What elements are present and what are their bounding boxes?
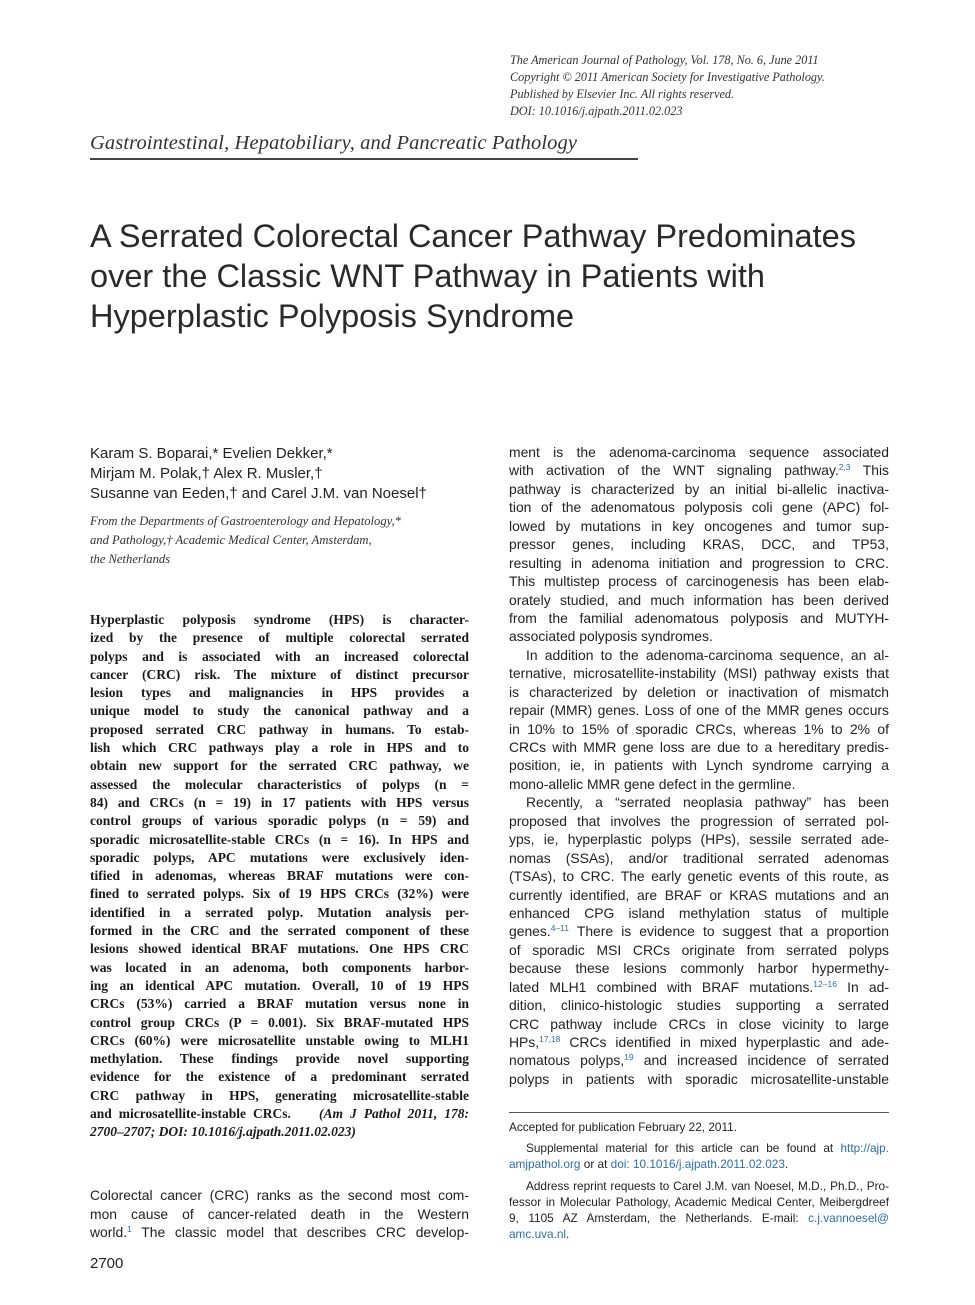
body-line xyxy=(90,1223,469,1242)
abstract-line: cancer (CRC) risk. The mixture of distinct precursor xyxy=(90,666,469,682)
body-line xyxy=(509,1051,889,1069)
abstract-line: was located in an adenoma, both components harbor- xyxy=(90,959,469,975)
citation-ref[interactable]: 4–11 xyxy=(550,923,569,934)
body-text: In ad- xyxy=(836,978,889,995)
body-text: with activation of the WNT signaling pathway. xyxy=(509,462,839,479)
author-line: Susanne van Eeden,† and Carel J.M. van Noesel† xyxy=(90,485,427,502)
supplemental-text: Supplemental material for this article can be found at xyxy=(526,1141,834,1156)
article-title xyxy=(90,216,910,336)
citation-ref[interactable]: 1 xyxy=(127,1224,132,1235)
email-link[interactable]: c.j.vannoesel@ xyxy=(808,1210,889,1225)
abstract-line: polyps and is associated with an increased colorectal xyxy=(90,648,469,664)
journal-doi: DOI: 10.1016/j.ajpath.2011.02.023 xyxy=(510,104,683,118)
supplemental-note xyxy=(509,1156,889,1172)
body-text: world. xyxy=(90,1224,128,1241)
citation-ref[interactable]: 2,3 xyxy=(838,462,851,473)
body-text: The classic model that describes CRC develop- xyxy=(131,1224,469,1241)
body-line: tion of the adenomatous polyposis coli gene (APC) fol- xyxy=(509,499,889,516)
body-line: CRCs with MMR gene loss are due to a hereditary predis- xyxy=(509,739,889,755)
body-text: genes. xyxy=(509,923,551,940)
reprint-note: fessor in Molecular Pathology, Academic Medical Center, Meibergdreef xyxy=(509,1194,889,1209)
body-line: of sporadic MSI CRCs originate from serrated polyps xyxy=(509,941,889,958)
body-line: associated polyposis syndromes. xyxy=(509,628,713,645)
journal-publisher: Published by Elsevier Inc. All rights reserved. xyxy=(510,87,735,101)
intro-text-left xyxy=(90,1186,469,1242)
body-line: (TSAs), to CRC. The early genetic events of this route, as xyxy=(509,868,889,885)
abstract-line: ized by the presence of multiple colorectal serrated xyxy=(90,630,469,646)
body-line: pressor genes, including KRAS, DCC, and TP53, xyxy=(509,536,889,553)
author-list xyxy=(90,444,490,504)
reprint-text: 9, 1105 AZ Amsterdam, the Netherlands. E-mail: xyxy=(509,1210,799,1225)
abstract-line: 2700–2707; DOI: 10.1016/j.ajpath.2011.02.023) xyxy=(90,1124,356,1140)
abstract-line: evidence for the existence of a predominant serrated xyxy=(90,1069,469,1085)
abstract-line xyxy=(90,1105,469,1123)
accepted-date: Accepted for publication February 22, 2011. xyxy=(509,1120,737,1134)
abstract-line: assessed the molecular characteristics of polyps (n = xyxy=(90,776,469,792)
title-line: A Serrated Colorectal Cancer Pathway Predominates xyxy=(90,218,856,254)
body-line: Colorectal cancer (CRC) ranks as the second most com- xyxy=(90,1187,469,1203)
abstract-line: lesion types and malignancies in HPS provides a xyxy=(90,685,469,701)
abstract-line: identified in a serrated polyp. Mutation analysis per- xyxy=(90,904,469,920)
affiliation-line: the Netherlands xyxy=(90,552,171,566)
journal-copyright: Copyright © 2011 American Society for Investigative Pathology. xyxy=(510,70,825,84)
supplemental-text: or at xyxy=(580,1157,611,1172)
body-text: HPs, xyxy=(509,1034,540,1050)
abstract-line: unique model to study the canonical pathway and a xyxy=(90,703,469,719)
abstract-line: sporadic microsatellite-stable CRCs (n = 16). In HPS and xyxy=(90,831,469,847)
abstract-line: methylation. These findings provide novel supporting xyxy=(90,1051,469,1067)
abstract xyxy=(90,611,469,1142)
supplemental-link[interactable]: http://ajp. xyxy=(840,1141,890,1156)
title-line: Hyperplastic Polyposis Syndrome xyxy=(90,298,575,334)
body-line: is characterized by deletion or inactivation of mismatch xyxy=(509,683,889,700)
body-line: lowed by mutations in key oncogenes and tumor sup- xyxy=(509,517,889,534)
body-line: yps, ie, hyperplastic polyps (HPs), sessile serrated ade- xyxy=(509,831,889,848)
body-line: enhanced CPG island methylation status of multiple xyxy=(509,904,889,921)
body-line: polyps in patients with sporadic microsatellite-unstable xyxy=(509,1070,889,1087)
journal-citation: The American Journal of Pathology, Vol. 178, No. 6, June 2011 xyxy=(510,53,819,67)
reprint-note: Address reprint requests to Carel J.M. van Noesel, M.D., Ph.D., Pro- xyxy=(526,1178,889,1193)
abstract-line: fined to serrated polyps. Six of 19 HPS CRCs (32%) were xyxy=(90,886,469,902)
intro-text-right xyxy=(509,443,889,1088)
citation-ref[interactable]: 17,18 xyxy=(539,1034,561,1044)
body-line: from the familial adenomatous polyposis and MUTYH- xyxy=(509,609,889,626)
body-line: resulting in adenoma initiation and progression to CRC. xyxy=(509,554,889,571)
body-line: mon cause of cancer-related death in the Western xyxy=(90,1205,469,1222)
body-line: nomas (SSAs), and/or traditional serrated adenomas xyxy=(509,849,889,866)
body-text: This xyxy=(850,462,889,479)
abstract-line: 84) and CRCs (n = 19) in 17 patients with HPS versus xyxy=(90,794,469,810)
abstract-line: lish which CRC pathways play a role in HPS and to xyxy=(90,740,469,756)
affiliation-line: and Pathology,† Academic Medical Center, Amsterdam, xyxy=(90,533,372,547)
body-line: pathway is characterized by an initial bi-allelic inactiva- xyxy=(509,480,889,497)
doi-link[interactable]: doi: 10.1016/j.ajpath.2011.02.023 xyxy=(610,1157,785,1172)
body-line: mono-allelic MMR gene defect in the germline. xyxy=(509,775,796,792)
journal-header xyxy=(510,52,910,120)
email-link[interactable]: amc.uva.nl xyxy=(509,1227,567,1242)
supplemental-link[interactable]: amjpathol.org xyxy=(509,1157,581,1172)
body-text: and increased incidence of serrated xyxy=(633,1052,890,1069)
body-line: proposed that involves the progression of serrated pol- xyxy=(509,812,889,829)
author-line: Mirjam M. Polak,† Alex R. Musler,† xyxy=(90,465,323,482)
body-line: currently identified, are BRAF or KRAS mutations and an xyxy=(509,886,889,903)
citation-ref[interactable]: 12–16 xyxy=(813,978,837,989)
body-line: dition, clinico-histologic studies supporting a serrated xyxy=(509,997,889,1014)
abstract-line: CRCs (60%) were microsatellite unstable owing to MLH1 xyxy=(90,1032,469,1048)
body-line xyxy=(509,922,889,940)
supplemental-note xyxy=(509,1140,889,1156)
body-line: in 10% to 15% of sporadic CRCs, whereas 1% to 2% of xyxy=(509,720,889,737)
abstract-line: ing an identical APC mutation. Overall, 10 of 19 HPS xyxy=(90,977,469,993)
footnote-divider xyxy=(509,1112,889,1113)
body-line xyxy=(509,1033,889,1051)
abstract-line: obtain new support for the serrated CRC pathway, we xyxy=(90,758,469,774)
body-line xyxy=(509,978,889,996)
body-line: ternative, microsatellite-instability (MSI) pathway exists that xyxy=(509,665,889,682)
abstract-line: control group CRCs (P = 0.001). Six BRAF-mutated HPS xyxy=(90,1014,469,1030)
body-line: orately studied, and much information has been derived xyxy=(509,591,889,608)
body-text: nomatous polyps, xyxy=(509,1052,625,1069)
abstract-line: lesions showed identical BRAF mutations. One HPS CRC xyxy=(90,941,469,957)
body-line: CRC pathway include CRCs in close vicinity to large xyxy=(509,1015,889,1032)
body-line: repair (MMR) genes. Loss of one of the MMR genes occurs xyxy=(509,702,889,719)
abstract-line: Hyperplastic polyposis syndrome (HPS) is character- xyxy=(90,612,469,627)
abstract-line: sporadic polyps, APC mutations were exclusively iden- xyxy=(90,849,469,865)
supplemental-text: . xyxy=(784,1157,789,1172)
author-line: Karam S. Boparai,* Evelien Dekker,* xyxy=(90,445,333,462)
body-line: In addition to the adenoma-carcinoma sequence, an al- xyxy=(526,646,889,663)
reprint-text: . xyxy=(566,1227,570,1242)
reprint-note xyxy=(509,1226,889,1242)
body-line xyxy=(509,461,889,479)
section-heading: Gastrointestinal, Hepatobiliary, and Pancreatic Pathology xyxy=(90,132,638,160)
abstract-line: control groups of various sporadic polyps (n = 59) and xyxy=(90,813,469,829)
footnotes xyxy=(509,1119,889,1242)
title-line: over the Classic WNT Pathway in Patients with xyxy=(90,258,765,294)
abstract-line: proposed serrated CRC pathway in humans. To estab- xyxy=(90,721,469,737)
body-text: CRCs identified in mixed hyperplastic and ade- xyxy=(560,1034,889,1050)
abstract-line: CRCs (53%) carried a BRAF mutation versus none in xyxy=(90,996,469,1012)
body-text: lated MLH1 combined with BRAF mutations. xyxy=(509,978,814,995)
abstract-line: tified in adenomas, whereas BRAF mutations were con- xyxy=(90,868,469,884)
abstract-line: formed in the CRC and the serrated component of these xyxy=(90,923,469,939)
abstract-line: CRC pathway in HPS, generating microsatellite-stable xyxy=(90,1087,469,1103)
abstract-end: and microsatellite-instable CRCs. xyxy=(90,1106,291,1122)
page-number: 2700 xyxy=(90,1255,124,1272)
body-line: This multistep process of carcinogenesis has been elab- xyxy=(509,573,889,590)
body-text: There is evidence to suggest that a proportion xyxy=(569,923,889,940)
reprint-note xyxy=(509,1210,889,1226)
affiliation xyxy=(90,512,470,569)
body-line: ment is the adenoma-carcinoma sequence associated xyxy=(509,444,889,460)
body-line: Recently, a “serrated neoplasia pathway” has been xyxy=(526,794,889,811)
affiliation-line: From the Departments of Gastroenterology and Hepatology,* xyxy=(90,514,401,528)
citation-ref[interactable]: 19 xyxy=(624,1052,634,1063)
body-line: because these lesions commonly harbor hypermethy- xyxy=(509,960,889,977)
abstract-citation: (Am J Pathol 2011, 178: xyxy=(319,1106,469,1122)
body-line: position, ie, in patients with Lynch syndrome carrying a xyxy=(509,757,889,774)
